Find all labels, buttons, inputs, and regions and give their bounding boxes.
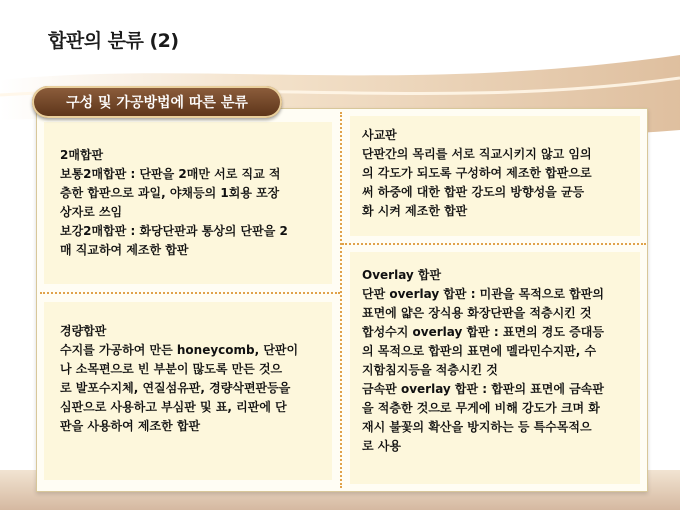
lightweight-plywood-box (44, 302, 332, 480)
box-line: 매 직교하여 제조한 합판 (60, 243, 189, 257)
box-line: 판을 사용하여 제조한 합판 (60, 419, 201, 433)
box-heading: Overlay 합판 (362, 268, 442, 282)
box-line: 단판간의 목리를 서로 직교시키지 않고 임의 (362, 147, 592, 161)
page-title: 합판의 분류 (2) (48, 30, 179, 52)
box-line: 나 소목편으로 빈 부분이 많도록 만든 것으 (60, 362, 283, 376)
box-line: 을 적층한 것으로 무게에 비해 강도가 크며 화 (362, 401, 600, 415)
divider-right-horizontal (342, 243, 646, 245)
overlay-plywood-box (350, 252, 640, 484)
two-ply-plywood-box (44, 122, 332, 284)
box-line: 수지를 가공하여 만든 honeycomb, 단판이 (60, 343, 299, 357)
box-line: 단판 overlay 합판 : 미관을 목적으로 합판의 (362, 287, 604, 301)
box-heading: 경량합판 (60, 324, 107, 338)
box-line: 화 시켜 제조한 합판 (362, 204, 468, 218)
box-line: 상자로 쓰임 (60, 205, 123, 219)
box-line: 지함침지등을 적층시킨 것 (362, 363, 498, 377)
divider-vertical (340, 112, 342, 488)
box-line: 로 사용 (362, 439, 401, 453)
box-line: 보통2매합판 : 단판을 2매만 서로 직교 적 (60, 167, 281, 181)
box-heading: 2매합판 (60, 148, 104, 162)
box-heading: 사교판 (362, 128, 397, 142)
box-line: 표면에 얇은 장식용 화장단판을 적층시킨 것 (362, 306, 592, 320)
box-line: 재시 불꽃의 확산을 방지하는 등 특수목적으 (362, 420, 592, 434)
box-line: 의 각도가 되도록 구성하여 제조한 합판으로 (362, 166, 592, 180)
box-line: 심판으로 사용하고 부심판 및 표, 리판에 단 (60, 400, 287, 414)
box-line: 금속판 overlay 합판 : 합판의 표면에 금속판 (362, 382, 604, 396)
diagonal-plywood-box (350, 116, 640, 236)
box-line: 보강2매합판 : 화당단판과 통상의 단판을 2 (60, 224, 288, 238)
box-line: 합성수지 overlay 합판 : 표면의 경도 증대등 (362, 325, 604, 339)
divider-left-horizontal (40, 292, 340, 294)
box-line: 써 하중에 대한 합판 강도의 방향성을 균등 (362, 185, 585, 199)
section-header (32, 86, 282, 118)
box-line: 의 목적으로 합판의 표면에 멜라민수지판, 수 (362, 344, 597, 358)
section-header-label: 구성 및 가공방법에 따른 분류 (66, 95, 248, 111)
box-line: 로 발포수지체, 연질섬유판, 경량삭편판등을 (60, 381, 291, 395)
box-line: 층한 합판으로 과일, 야채등의 1회용 포장 (60, 186, 280, 200)
